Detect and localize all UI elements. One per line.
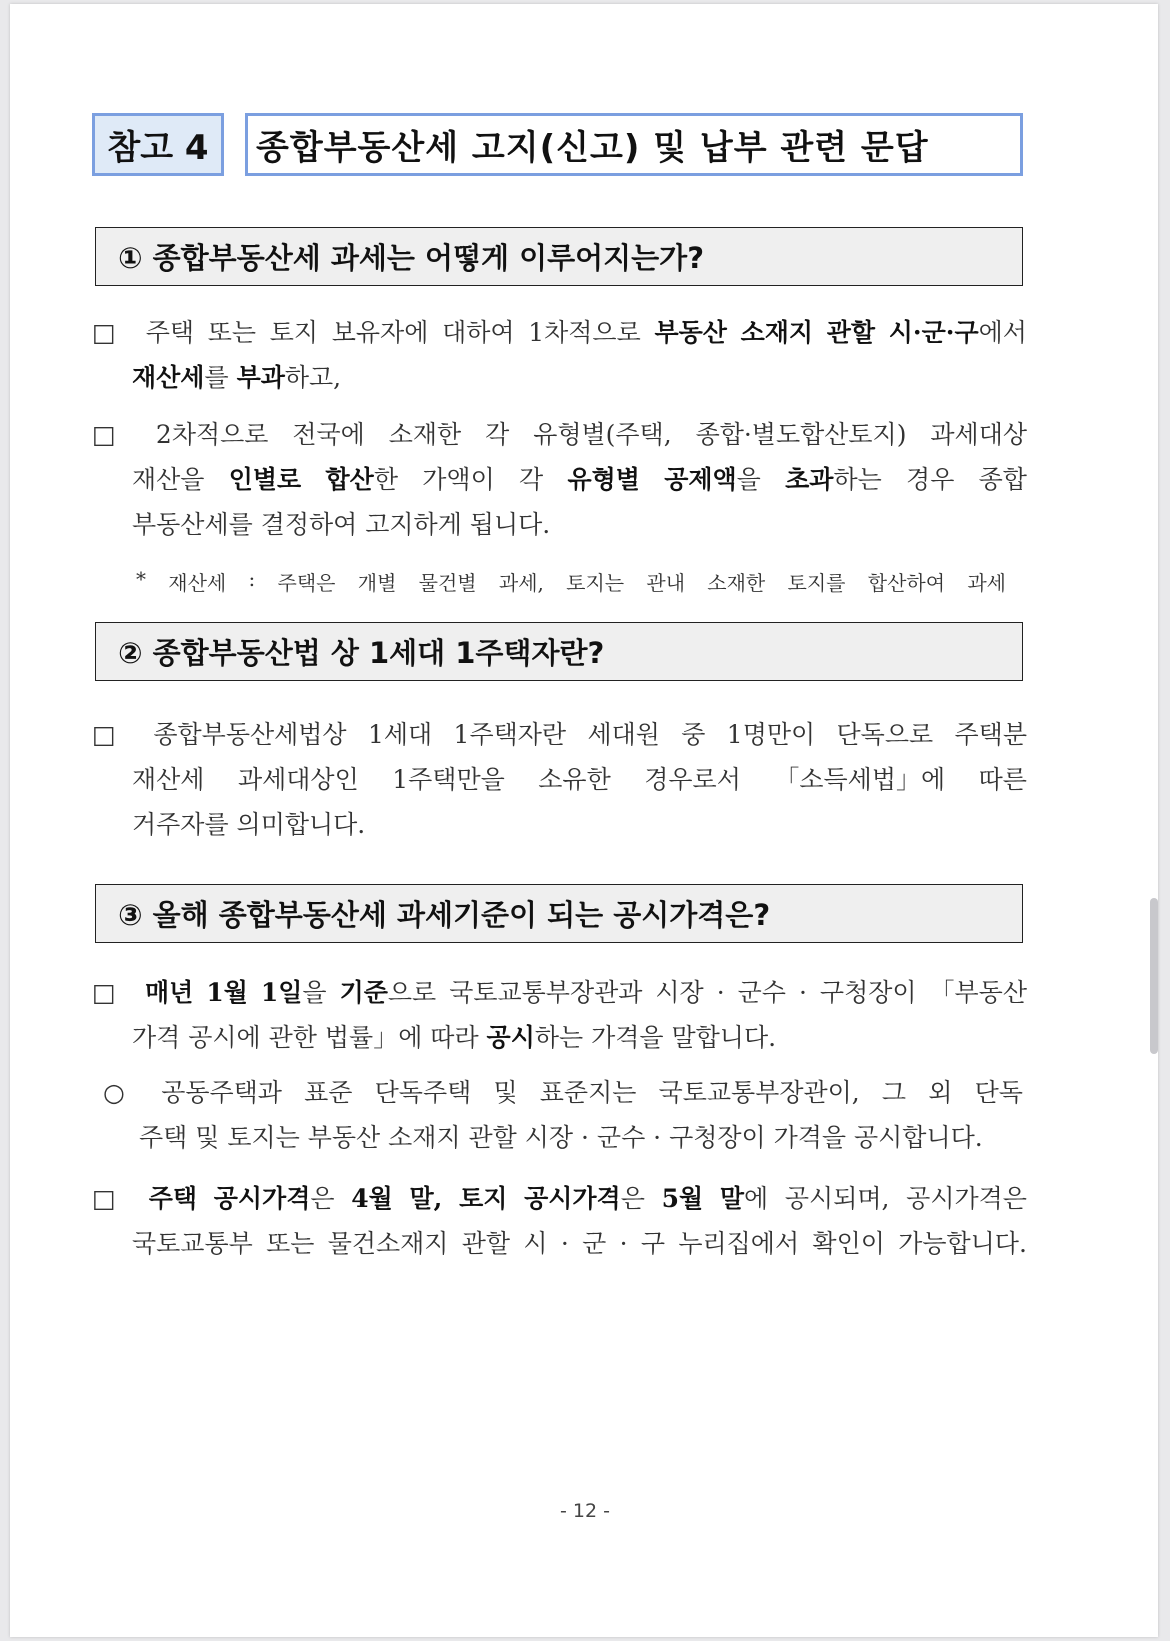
text-line: 부동산세를 결정하여 고지하게 됩니다. xyxy=(132,510,551,539)
text-word: · xyxy=(798,978,807,1007)
q3-paragraph-1 xyxy=(92,970,1027,1060)
reference-tag: 참고 4 xyxy=(92,113,224,176)
text-word: 표준 xyxy=(304,1078,353,1107)
bold-term: 공시가격 xyxy=(213,1184,311,1213)
text-word: 1주택자란 xyxy=(453,720,567,749)
bold-term: 1일 xyxy=(260,978,303,1007)
text-word: 국토교통부장관이, xyxy=(658,1078,860,1107)
text-word: 경우로서 xyxy=(644,765,741,794)
text-line: 거주자를 의미합니다. xyxy=(132,810,366,839)
text-word: 재산세 xyxy=(168,571,227,595)
bold-term: 인별로 xyxy=(228,465,302,494)
text-word: 단독으로 xyxy=(836,720,934,749)
text-word: 종합부동산세법상 xyxy=(153,720,347,749)
text-word: 은 xyxy=(620,1184,645,1213)
text-word: 각 xyxy=(519,465,544,494)
text-word: 가액이 xyxy=(422,465,495,494)
question-1-heading: ① 종합부동산세 과세는 어떻게 이루어지는가? xyxy=(95,227,1023,286)
text-line: 주택 및 토지는 부동산 소재지 관할 시장 · 군수 · 구청장이 가격을 공시합니다. xyxy=(139,1123,983,1152)
text-word: 또는 xyxy=(266,1229,315,1258)
text-word: 1주택만을 xyxy=(392,765,505,794)
text-word: 종합·별도합산토지) xyxy=(695,420,907,449)
text-word: 관할 xyxy=(461,1229,511,1258)
text-word: 각 xyxy=(485,420,510,449)
text-word: 보유자에 xyxy=(331,318,429,347)
text-word: 가능합니다. xyxy=(898,1229,1027,1258)
text-word: 재산세 xyxy=(132,765,205,794)
bold-term: 토지 xyxy=(459,1184,508,1213)
text-word: 외 xyxy=(928,1078,953,1107)
text-word: 공시가격은 xyxy=(906,1184,1027,1213)
note-mark: * xyxy=(136,567,146,591)
text-word: 토지를 xyxy=(787,571,846,595)
bold-term: 말 xyxy=(719,1184,745,1213)
bold-term: 합산 xyxy=(325,465,374,494)
text-word: 과세대상 xyxy=(930,420,1027,449)
text-word: 한 xyxy=(373,465,398,494)
text-word: 공시되며, xyxy=(784,1184,890,1213)
bold-term: 소재지 xyxy=(740,318,814,347)
q1-paragraph-2 xyxy=(92,412,1027,547)
text-word: · xyxy=(619,1229,628,1258)
checkbox-bullet-icon: □ xyxy=(92,720,116,749)
text-word: 구 xyxy=(640,1229,666,1258)
q1-paragraph-1 xyxy=(92,310,1027,400)
circle-bullet-icon: ○ xyxy=(103,1078,125,1107)
text-word: 세대원 xyxy=(587,720,660,749)
text-word: 국토교통부장관과 xyxy=(449,978,643,1007)
text-word: 과세, xyxy=(498,571,544,595)
text-word: 으로 xyxy=(387,978,437,1007)
text-word: 하는 xyxy=(833,465,882,494)
text-word: 과세대상인 xyxy=(237,765,359,794)
scrollbar-thumb[interactable] xyxy=(1150,898,1158,1054)
question-3-heading: ③ 올해 종합부동산세 과세기준이 되는 공시가격은? xyxy=(95,884,1023,943)
text-word: 과세 xyxy=(967,571,1006,595)
bold-term: 초과 xyxy=(785,465,834,494)
text-word: 1세대 xyxy=(367,720,433,749)
text-word: 하는 가격을 말합니다. xyxy=(534,1023,777,1052)
text-word: : xyxy=(248,567,256,591)
text-word: 누리집에서 xyxy=(678,1229,800,1258)
bold-term: 기준 xyxy=(339,978,388,1007)
text-word: 가격 공시에 관한 법률」에 따라 xyxy=(132,1023,487,1052)
text-word: 확인이 xyxy=(812,1229,885,1258)
text-word: 시 xyxy=(523,1229,548,1258)
text-word: · xyxy=(560,1229,569,1258)
checkbox-bullet-icon: □ xyxy=(92,318,116,347)
bold-term: 1월 xyxy=(206,978,248,1007)
text-word: 소유한 xyxy=(538,765,611,794)
page-number: - 12 - xyxy=(560,1500,610,1522)
page-title: 종합부동산세 고지(신고) 및 납부 관련 문답 xyxy=(245,113,1023,176)
text-word: 에 xyxy=(744,1184,769,1213)
text-word: 대하여 xyxy=(442,318,515,347)
bold-term: 부과 xyxy=(236,363,285,392)
text-word: 은 xyxy=(310,1184,335,1213)
text-word: 물건소재지 xyxy=(327,1229,449,1258)
text-word: 국토교통부 xyxy=(132,1229,253,1258)
q2-paragraph-1 xyxy=(92,712,1027,847)
text-word: 에서 xyxy=(978,318,1027,347)
bold-term: 부동산 xyxy=(654,318,727,347)
text-word: 소재한 xyxy=(707,571,766,595)
text-word: 단독 xyxy=(974,1078,1023,1107)
footnote xyxy=(136,567,1006,596)
text-word: 물건별 xyxy=(418,571,477,595)
text-word: 하고, xyxy=(284,363,342,392)
bold-term: 공시가격 xyxy=(524,1184,621,1213)
bold-term: 유형별 xyxy=(567,465,640,494)
checkbox-bullet-icon: □ xyxy=(92,420,116,449)
bold-term: 공제액 xyxy=(664,465,737,494)
text-word: 공동주택과 xyxy=(161,1078,282,1107)
text-word: 주택은 xyxy=(277,571,336,595)
text-word: 그 xyxy=(881,1078,907,1107)
bold-term: 공시 xyxy=(486,1023,535,1052)
text-word: 및 xyxy=(493,1078,518,1107)
text-word: · xyxy=(716,978,725,1007)
text-word: 관내 xyxy=(646,571,686,595)
text-word: 1명만이 xyxy=(726,720,816,749)
text-word: 토지는 xyxy=(566,571,625,595)
text-word: 표준지는 xyxy=(539,1078,637,1107)
text-word: 「부동산 xyxy=(929,978,1027,1007)
text-word: 을 xyxy=(736,465,761,494)
text-word: 2차적으로 xyxy=(155,420,269,449)
bold-term: 매년 xyxy=(145,978,194,1007)
text-word: 중 xyxy=(681,720,706,749)
text-word: 경우 xyxy=(906,465,955,494)
checkbox-bullet-icon: □ xyxy=(92,978,116,1007)
bold-term: 주택 xyxy=(148,1184,198,1213)
bold-term: 재산세 xyxy=(132,363,205,392)
text-word: 를 xyxy=(204,363,229,392)
text-word: 종합 xyxy=(978,465,1027,494)
text-word: 을 xyxy=(302,978,327,1007)
bold-term: 시·군·구 xyxy=(888,318,979,347)
q3-paragraph-2 xyxy=(103,1070,1023,1160)
text-word: 또는 xyxy=(207,318,257,347)
text-word: 토지 xyxy=(269,318,319,347)
question-2-heading: ② 종합부동산법 상 1세대 1주택자란? xyxy=(95,622,1023,681)
text-word: 개별 xyxy=(357,571,397,595)
text-word: 군 xyxy=(582,1229,607,1258)
text-word: 소재한 xyxy=(388,420,462,449)
text-word: 구청장이 xyxy=(819,978,917,1007)
text-word: 유형별(주택, xyxy=(533,420,672,449)
bold-term: 4월 xyxy=(351,1184,393,1213)
text-word: 단독주택 xyxy=(374,1078,472,1107)
bold-term: 관할 xyxy=(826,318,876,347)
bold-term: 말, xyxy=(409,1184,443,1213)
text-word: 전국에 xyxy=(292,420,365,449)
text-word: 1차적으로 xyxy=(528,318,641,347)
text-word: 시장 xyxy=(655,978,704,1007)
checkbox-bullet-icon: □ xyxy=(92,1184,116,1213)
text-word: 따른 xyxy=(978,765,1027,794)
text-word: 재산을 xyxy=(132,465,205,494)
text-word: 군수 xyxy=(737,978,786,1007)
text-word: 합산하여 xyxy=(867,571,946,595)
text-word: 주택 xyxy=(145,318,195,347)
text-word: 「소득세법」에 xyxy=(774,765,946,794)
text-word: 주택분 xyxy=(954,720,1027,749)
bold-term: 5월 xyxy=(661,1184,704,1213)
q3-paragraph-3 xyxy=(92,1176,1027,1266)
